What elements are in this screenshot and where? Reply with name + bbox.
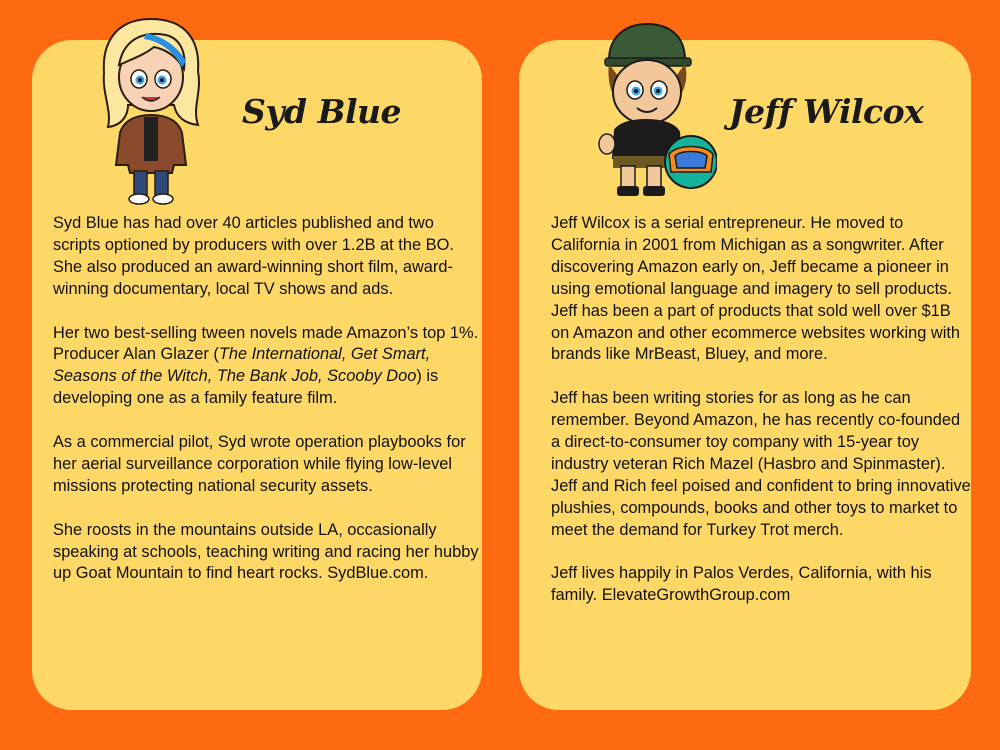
bio-paragraph: Jeff Wilcox is a serial entrepreneur. He moved to California in 2001 from Michigan as a songwriter. After discovering Amazon early on, Jeff became a pioneer in using emotional language and imagery to sell products. Jeff has been a part of products that sold well over $1B on Amazon and other ecommerce websites working with brands like MrBeast, Bluey, and more. xyxy=(551,214,961,364)
bio-card-syd-blue xyxy=(32,40,482,710)
card-name: Syd Blue xyxy=(242,92,401,131)
bio-text xyxy=(53,213,483,585)
card-name: Jeff Wilcox xyxy=(729,92,924,131)
bio-paragraph: She roosts in the mountains outside LA, occasionally speaking at schools, teaching writing and racing her hubby up Goat Mountain to find heart rocks. SydBlue.com. xyxy=(53,520,479,583)
bio-text xyxy=(551,213,971,607)
bio-paragraph xyxy=(53,323,483,411)
bio-paragraph: Jeff lives happily in Palos Verdes, California, with his family. ElevateGrowthGroup.com xyxy=(551,564,932,605)
jeff-wilcox-avatar xyxy=(585,20,717,200)
bio-text-segment: ) is developing one as a family feature film. xyxy=(53,367,439,408)
syd-blue-avatar xyxy=(94,15,208,205)
bio-paragraph: As a commercial pilot, Syd wrote operation playbooks for her aerial surveillance corporation while flying low-level missions protecting national security assets. xyxy=(53,433,466,495)
bio-text-segment: Her two best-selling tween novels made Amazon’s top 1%. Producer Alan Glazer ( xyxy=(53,323,479,364)
bio-card-jeff-wilcox xyxy=(519,40,971,710)
bio-paragraph: Jeff has been writing stories for as long as he can remember. Beyond Amazon, he has recently co-founded a direct-to-consumer toy company with 15-year toy industry veteran Rich Mazel (Hasbro and Spinmaster). Jeff and Rich feel poised and confident to bring innovative plushies, compounds, books and other toys to market to meet the demand for Turkey Trot merch. xyxy=(551,389,971,539)
film-credits: The International, Get Smart, Seasons of the Witch, The Bank Job, Scooby Doo xyxy=(53,345,431,386)
bio-paragraph: Syd Blue has had over 40 articles published and two scripts optioned by producers with over 1.2B at the BO. She also produced an award-winning short film, award-winning documentary, local TV shows and ads. xyxy=(53,214,454,298)
